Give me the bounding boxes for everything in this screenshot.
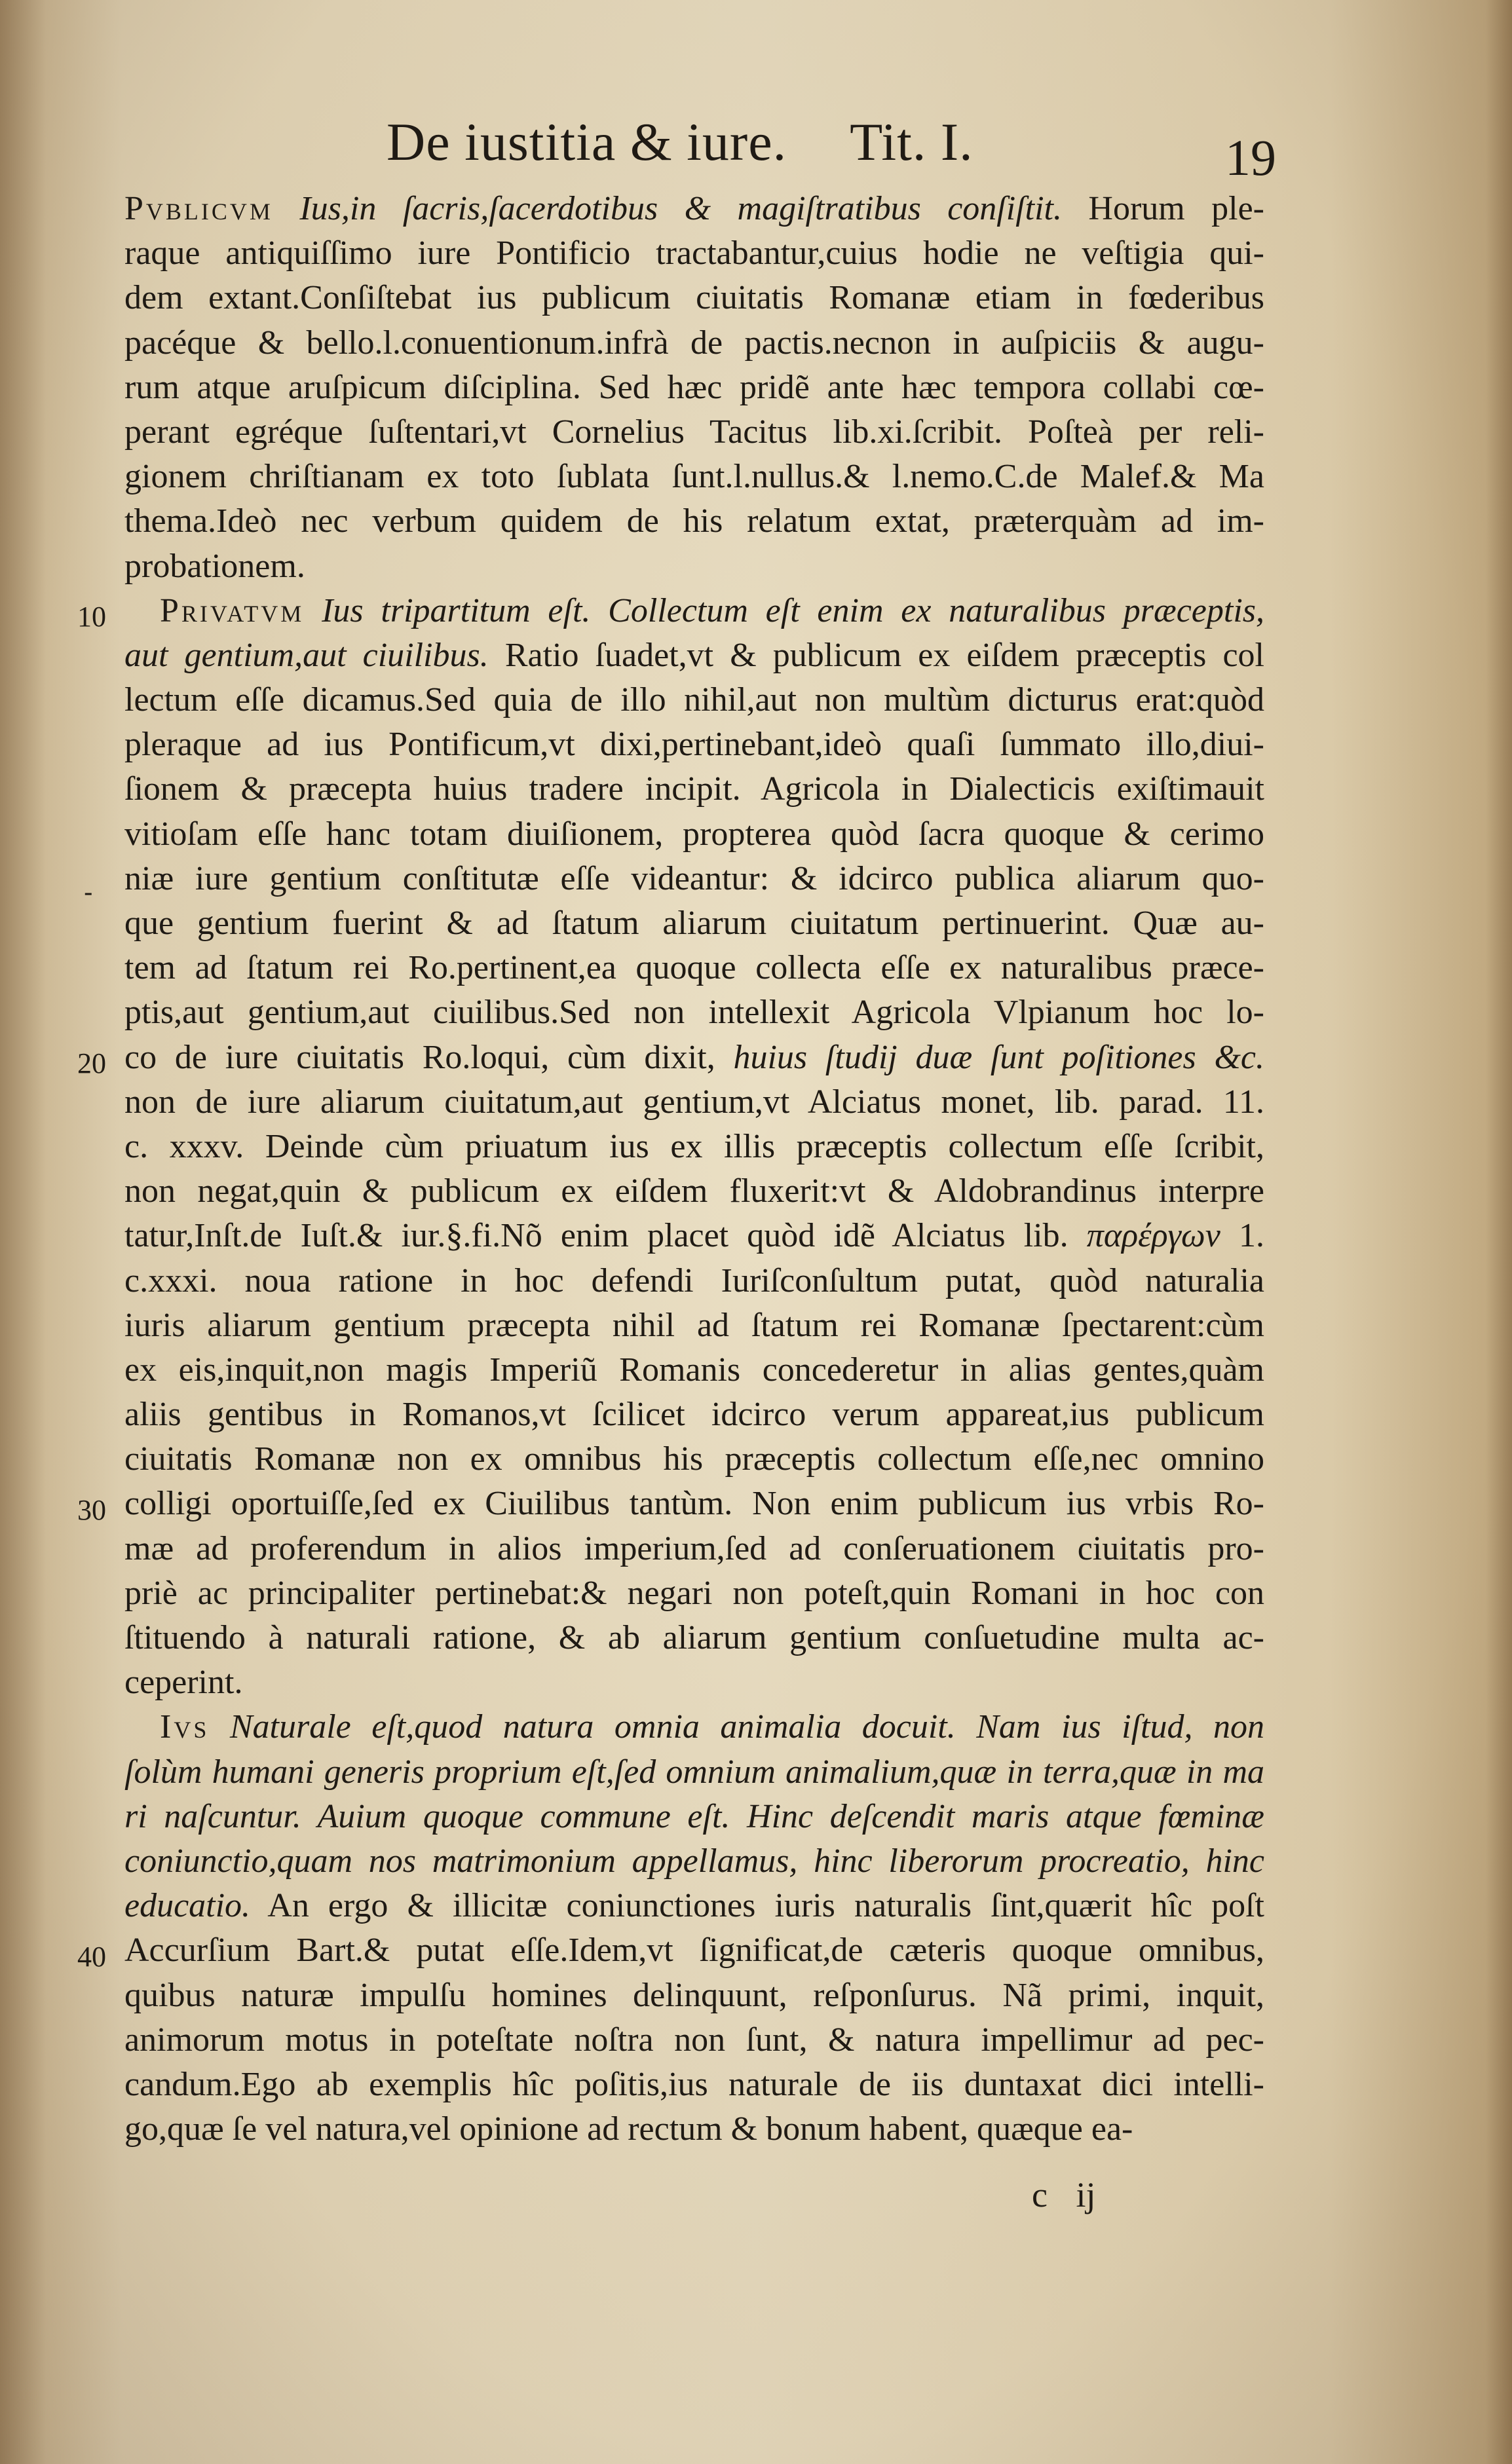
text-run: pleraque ad ius Pontificum,vt dixi,pertinebant,ideò quaſi ſummato illo,diui- [124, 726, 1264, 764]
text-run: An ergo & illicitæ coniunctiones iuris naturalis ſint,quærit hîc poſt [250, 1887, 1264, 1925]
text-line [124, 1169, 1264, 1214]
text-run: aliis gentibus in Romanos,vt ſcilicet idcirco verum appareat,ius publicum [124, 1396, 1264, 1434]
text-run: Accurſium Bart.& putat eſſe.Idem,vt ſignificat,de cæteris quoque omnibus, [124, 1932, 1264, 1969]
italic-quotation: παρέργων [1086, 1217, 1220, 1255]
italic-quotation: huius ſtudij duæ ſunt poſitiones &c. [733, 1038, 1264, 1076]
text-line [124, 2107, 1264, 2152]
text-run [209, 1708, 230, 1745]
text-line [124, 1214, 1264, 1258]
text-run: c. xxxv. Deinde cùm priuatum ius ex illis præceptis collectum eſſe ſcribit, [124, 1127, 1264, 1165]
text-line [124, 990, 1264, 1035]
text-run: gionem chriſtianam ex toto ſublata ſunt.l.nullus.& l.nemo.C.de Malef.& Ma [124, 458, 1264, 496]
text-run: vitioſam eſſe hanc totam diuiſionem, propterea quòd ſacra quoque & cerimo [124, 815, 1264, 853]
text-line [124, 1571, 1264, 1616]
text-line [124, 187, 1264, 231]
text-line [124, 1482, 1264, 1526]
text-line [124, 410, 1264, 455]
text-line [124, 1795, 1264, 1839]
text-run [304, 592, 322, 629]
running-head-tit: Tit. I. [850, 112, 973, 172]
text-run: niæ iure gentium conſtitutæ eſſe videantur: & idcirco publica aliarum quo- [124, 859, 1264, 897]
text-line [124, 455, 1264, 499]
text-run: thema.Ideò nec verbum quidem de his relatum extat, præterquàm ad im- [124, 502, 1264, 540]
text-run: non de iure aliarum ciuitatum,aut gentium,vt Alciatus monet, lib. parad. 11. [124, 1083, 1264, 1121]
text-run: raque antiquiſſimo iure Pontificio tractabantur,cuius hodie ne veſtigia qui- [124, 234, 1264, 272]
text-line [124, 589, 1264, 633]
text-line [124, 1928, 1264, 1973]
italic-quotation: educatio. [124, 1887, 251, 1925]
text-line [124, 1348, 1264, 1392]
text-run [273, 190, 299, 227]
text-run: Ratio ſuadet,vt & publicum ex eiſdem præceptis col [488, 636, 1264, 674]
text-run: Horum ple- [1062, 190, 1264, 227]
text-line [124, 231, 1264, 276]
section-lemma: Pvblicvm [124, 190, 273, 227]
text-line [124, 1884, 1264, 1928]
text-line [124, 1705, 1264, 1749]
text-run: ceperint. [124, 1664, 243, 1702]
italic-quotation: Naturale eſt,quod natura omnia animalia docuit. Nam ius iſtud, non [229, 1708, 1264, 1746]
running-head [387, 111, 1146, 173]
text-run: mæ ad proferendum in alios imperium,ſed ad conſeruationem ciuitatis pro- [124, 1529, 1264, 1567]
text-line [124, 2018, 1264, 2063]
italic-quotation: coniunctio,quam nos matrimonium appellamus, hinc liberorum procreatio, hinc [124, 1842, 1264, 1880]
text-line [124, 1973, 1264, 2018]
body-text [124, 187, 1264, 2152]
text-line [124, 1437, 1264, 1482]
text-line [124, 946, 1264, 990]
text-run: co de iure ciuitatis Ro.loqui, cùm dixit, [124, 1038, 734, 1076]
text-run: probationem. [124, 547, 305, 585]
line-number-20: 20 [77, 1047, 106, 1079]
text-line [124, 1303, 1264, 1348]
page-number: 19 [1225, 129, 1276, 186]
text-line [124, 722, 1264, 767]
text-line [124, 633, 1264, 678]
text-line [124, 1392, 1264, 1437]
text-run: pacéque & bello.l.conuentionum.infrà de pactis.necnon in auſpiciis & augu- [124, 324, 1264, 362]
text-line [124, 499, 1264, 544]
italic-quotation: ri naſcuntur. Auium quoque commune eſt. Hinc deſcendit maris atque fœminæ [124, 1797, 1264, 1835]
text-run: rum atque aruſpicum diſciplina. Sed hæc pridẽ ante hæc tempora collabi cœ- [124, 368, 1264, 406]
italic-quotation: ſolùm humani generis proprium eſt,ſed omnium animalium,quæ in terra,quæ in ma [124, 1753, 1264, 1791]
text-line [124, 1616, 1264, 1660]
section-lemma: Ivs [160, 1708, 210, 1746]
text-line [124, 1660, 1264, 1705]
margin-mark: - [84, 878, 93, 908]
line-number-10: 10 [77, 601, 106, 633]
text-line [124, 1839, 1264, 1884]
text-line [124, 544, 1264, 589]
page-edge-shadow-left [0, 0, 46, 2464]
text-run: dem extant.Conſiſtebat ius publicum ciuitatis Romanæ etiam in fœderibus [124, 279, 1264, 317]
text-line [124, 1080, 1264, 1125]
text-line [124, 321, 1264, 365]
italic-quotation: aut gentium,aut ciuilibus. [124, 636, 489, 674]
text-line [124, 2063, 1264, 2107]
text-run: ptis,aut gentium,aut ciuilibus.Sed non intellexit Agricola Vlpianum hoc lo- [124, 994, 1264, 1032]
text-line [124, 901, 1264, 946]
text-run: ciuitatis Romanæ non ex omnibus his præceptis collectum eſſe,nec omnino [124, 1440, 1264, 1478]
text-run: go,quæ ſe vel natura,vel opinione ad rectum & bonum habent, quæque ea- [124, 2110, 1133, 2148]
text-line [124, 276, 1264, 320]
text-run: ſionem & præcepta huius tradere incipit. Agricola in Dialecticis exiſtimauit [124, 770, 1264, 808]
text-run: animorum motus in poteſtate noſtra non ſunt, & natura impellimur ad pec- [124, 2021, 1264, 2059]
text-line [124, 1125, 1264, 1169]
text-run: iuris aliarum gentium præcepta nihil ad ſtatum rei Romanæ ſpectarent:cùm [124, 1306, 1264, 1344]
text-run: 1. [1220, 1217, 1265, 1255]
italic-quotation: Ius tripartitum eſt. Collectum eſt enim ex naturalibus præceptis, [322, 591, 1264, 629]
text-line [124, 1036, 1264, 1080]
text-line [124, 1750, 1264, 1795]
text-run: que gentium fuerint & ad ſtatum aliarum ciuitatum pertinuerint. Quæ au- [124, 905, 1264, 942]
line-number-30: 30 [77, 1494, 106, 1526]
running-head-title: De iustitia & iure. [387, 112, 787, 172]
section-lemma: Privatvm [160, 591, 305, 629]
page-edge-shadow-right [1486, 0, 1512, 2464]
text-run: tem ad ſtatum rei Ro.pertinent,ea quoque collecta eſſe ex naturalibus præce- [124, 949, 1264, 987]
text-line [124, 365, 1264, 410]
text-run: colligi oportuiſſe,ſed ex Ciuilibus tantùm. Non enim publicum ius vrbis Ro- [124, 1485, 1264, 1523]
line-number-40: 40 [77, 1941, 106, 1973]
text-run: ex eis,inquit,non magis Imperiũ Romanis concederetur in alias gentes,quàm [124, 1351, 1264, 1389]
italic-quotation: Ius,in ſacris,ſacerdotibus & magiſtratibus conſiſtit. [299, 190, 1062, 227]
text-line [124, 767, 1264, 812]
text-run: ſtituendo à naturali ratione, & ab aliarum gentium conſuetudine multa ac- [124, 1619, 1264, 1656]
text-line [124, 812, 1264, 857]
text-run: lectum eſſe dicamus.Sed quia de illo nihil,aut non multùm dicturus erat:quòd [124, 681, 1264, 719]
text-run: c.xxxi. noua ratione in hoc defendi Iuriſconſultum putat, quòd naturalia [124, 1261, 1264, 1299]
text-line [124, 1259, 1264, 1303]
text-run: non negat,quin & publicum ex eiſdem fluxerit:vt & Aldobrandinus interpre [124, 1172, 1264, 1210]
text-run: perant egréque ſuſtentari,vt Cornelius Tacitus lib.xi.ſcribit. Poſteà per reli- [124, 413, 1264, 451]
text-line [124, 857, 1264, 901]
text-run: candum.Ego ab exemplis hîc poſitis,ius naturale de iis duntaxat dici intelli- [124, 2065, 1264, 2103]
text-run: quibus naturæ impulſu homines delinquunt, reſponſurus. Nã primi, inquit, [124, 1976, 1264, 2014]
text-run: priè ac principaliter pertinebat:& negari non poteſt,quin Romani in hoc con [124, 1574, 1264, 1612]
text-run: tatur,Inſt.de Iuſt.& iur.§.fi.Nõ enim placet quòd idẽ Alciatus lib. [124, 1217, 1087, 1255]
text-line [124, 678, 1264, 722]
signature-mark: c ij [1032, 2175, 1096, 2214]
text-line [124, 1527, 1264, 1571]
